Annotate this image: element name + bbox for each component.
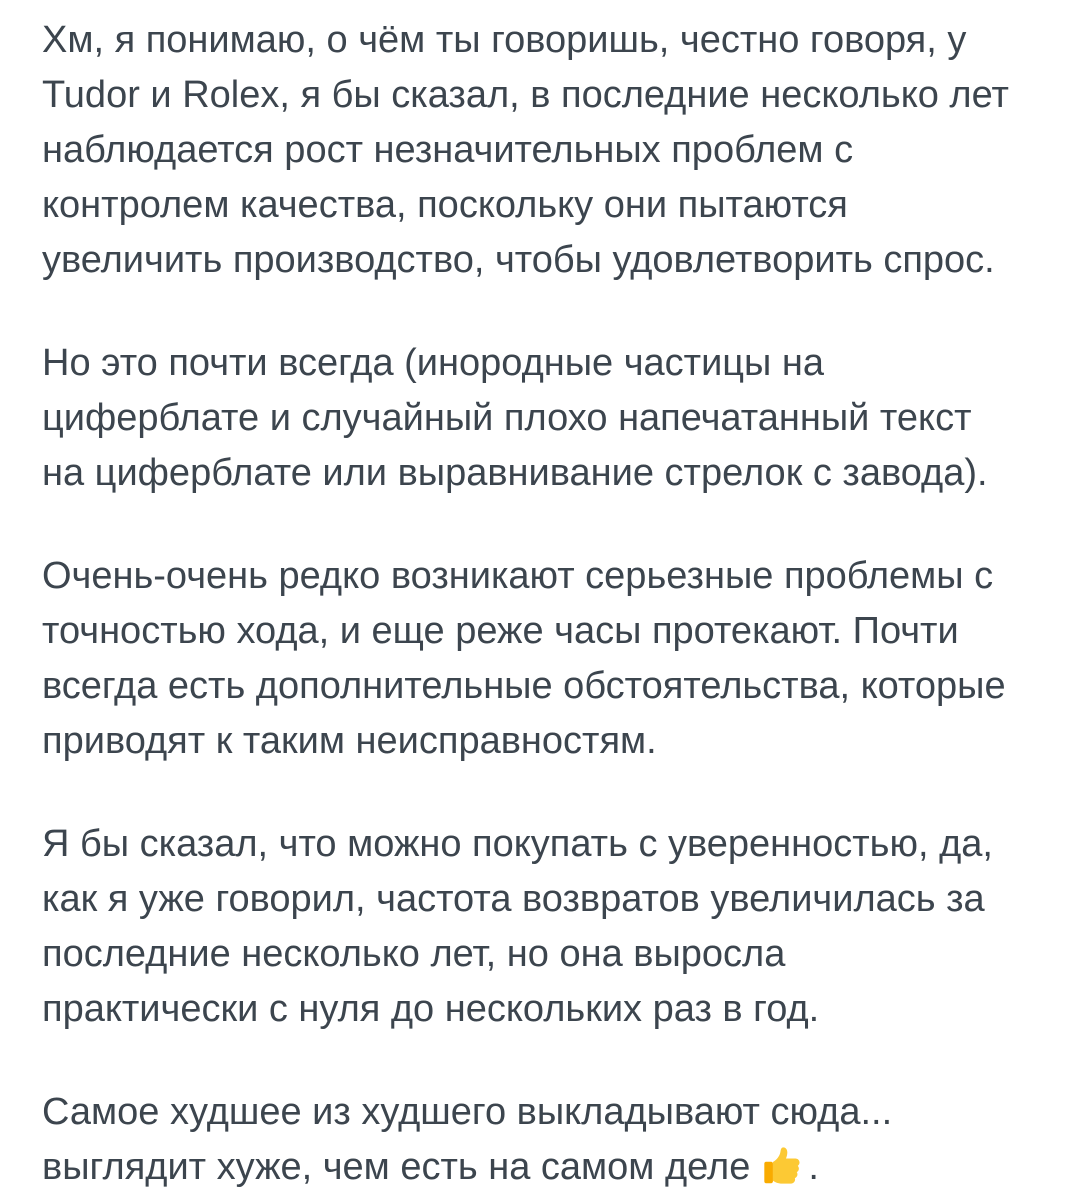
text-line: последние несколько лет, но она выросла xyxy=(42,933,786,975)
text-line: всегда есть дополнительные обстоятельства, которые xyxy=(42,665,1006,707)
text-line: Tudor и Rolex, я бы сказал, в последние несколько лет xyxy=(42,74,1009,116)
text-line: как я уже говорил, частота возвратов увеличилась за xyxy=(42,878,985,920)
paragraph xyxy=(42,336,1060,501)
final-line-text: выглядит хуже, чем есть на самом деле xyxy=(42,1146,751,1188)
text-line: циферблате и случайный плохо напечатанный текст xyxy=(42,397,972,439)
text-line: практически с нуля до нескольких раз в год. xyxy=(42,988,820,1030)
text-line: Очень-очень редко возникают серьезные проблемы с xyxy=(42,555,994,597)
text-line: Но это почти всегда (инородные частицы на xyxy=(42,342,825,384)
paragraph xyxy=(42,13,1060,288)
text-line-with-emoji xyxy=(42,1140,1060,1195)
paragraph xyxy=(42,817,1060,1037)
text-line: контролем качества, поскольку они пытаются xyxy=(42,184,848,226)
text-line: Я бы сказал, что можно покупать с уверенностью, да, xyxy=(42,823,993,865)
text-line: Самое худшее из худшего выкладывают сюда... xyxy=(42,1091,893,1133)
text-line: точностью хода, и еще реже часы протекают. Почти xyxy=(42,610,959,652)
paragraph xyxy=(42,1085,1060,1195)
final-line-suffix: . xyxy=(808,1146,819,1188)
text-line: наблюдается рост незначительных проблем с xyxy=(42,129,854,171)
thumbs-up-emoji xyxy=(760,1143,806,1189)
paragraph xyxy=(42,549,1060,769)
text-line: увеличить производство, чтобы удовлетворить спрос. xyxy=(42,239,995,281)
text-line: приводят к таким неисправностям. xyxy=(42,720,657,762)
text-line: на циферблате или выравнивание стрелок с завода). xyxy=(42,452,988,494)
text-line: Хм, я понимаю, о чём ты говоришь, честно говоря, у xyxy=(42,19,967,61)
